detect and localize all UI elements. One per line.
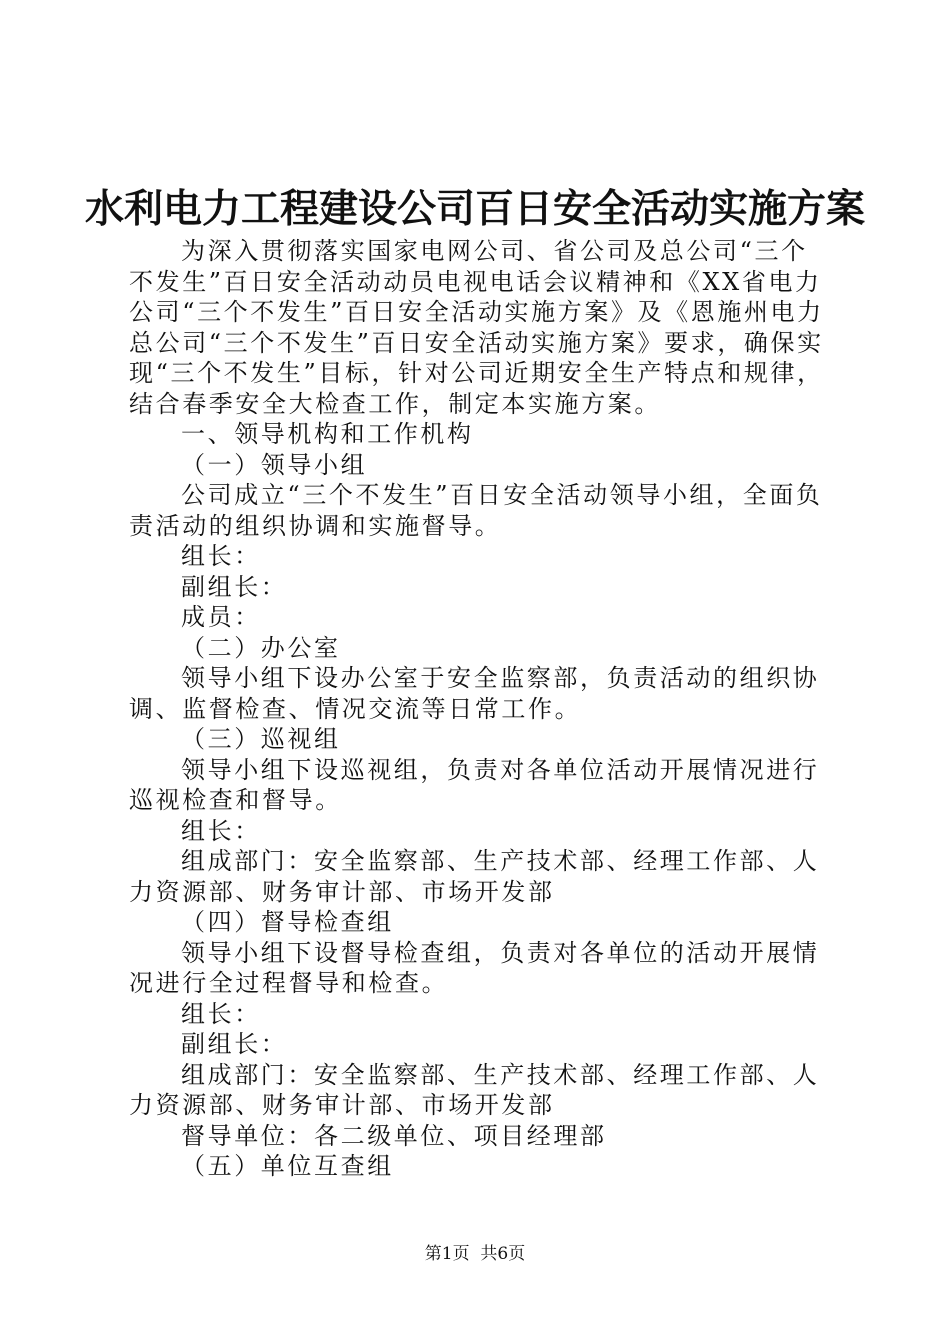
document-body bbox=[129, 236, 833, 1182]
paragraph-intro: 为深入贯彻落实国家电网公司、省公司及总公司“三个不发生”百日安全活动动员电视电话会议精神和《XX省电力公司“三个不发生”百日安全活动实施方案》及《恩施州电力总公司“三个不发生”百日安全活动实施方案》要求，确保实现“三个不发生”目标，针对公司近期安全生产特点和规律，结合春季安全大检查工作，制定本实施方案。 bbox=[129, 237, 824, 418]
paragraph-office: 领导小组下设办公室于安全监察部，负责活动的组织协调、监督检查、情况交流等日常工作。 bbox=[129, 664, 820, 723]
field-inspection-leader: 组长： bbox=[181, 816, 261, 845]
subsection-heading-leading-group: （一）领导小组 bbox=[181, 450, 368, 479]
page-footer: 第1页 共6页 bbox=[424, 1244, 526, 1264]
field-supervision-departments: 组成部门：安全监察部、生产技术部、经理工作部、人力资源部、财务审计部、市场开发部 bbox=[129, 1060, 820, 1119]
document-title: 水利电力工程建设公司百日安全活动实施方案 bbox=[84, 186, 865, 232]
field-deputy-leader: 副组长： bbox=[181, 572, 288, 601]
field-supervision-units: 督导单位：各二级单位、项目经理部 bbox=[181, 1121, 607, 1150]
field-members: 成员： bbox=[181, 603, 261, 631]
field-inspection-departments: 组成部门：安全监察部、生产技术部、经理工作部、人力资源部、财务审计部、市场开发部 bbox=[129, 847, 820, 906]
paragraph-leading-group: 公司成立“三个不发生”百日安全活动领导小组，全面负责活动的组织协调和实施督导。 bbox=[129, 481, 823, 540]
subsection-heading-office: （二）办公室 bbox=[181, 633, 341, 662]
field-supervision-leader: 组长： bbox=[181, 999, 261, 1028]
subsection-heading-supervision: （四）督导检查组 bbox=[181, 908, 394, 936]
field-leader: 组长： bbox=[181, 542, 261, 570]
section-heading-1: 一、领导机构和工作机构 bbox=[181, 420, 474, 448]
subsection-heading-mutual-check: （五）单位互查组 bbox=[181, 1152, 394, 1180]
paragraph-inspection: 领导小组下设巡视组，负责对各单位活动开展情况进行巡视检查和督导。 bbox=[129, 755, 820, 814]
subsection-heading-inspection: （三）巡视组 bbox=[181, 725, 341, 753]
field-supervision-deputy: 副组长： bbox=[181, 1030, 288, 1058]
paragraph-supervision: 领导小组下设督导检查组，负责对各单位的活动开展情况进行全过程督导和检查。 bbox=[129, 938, 820, 997]
